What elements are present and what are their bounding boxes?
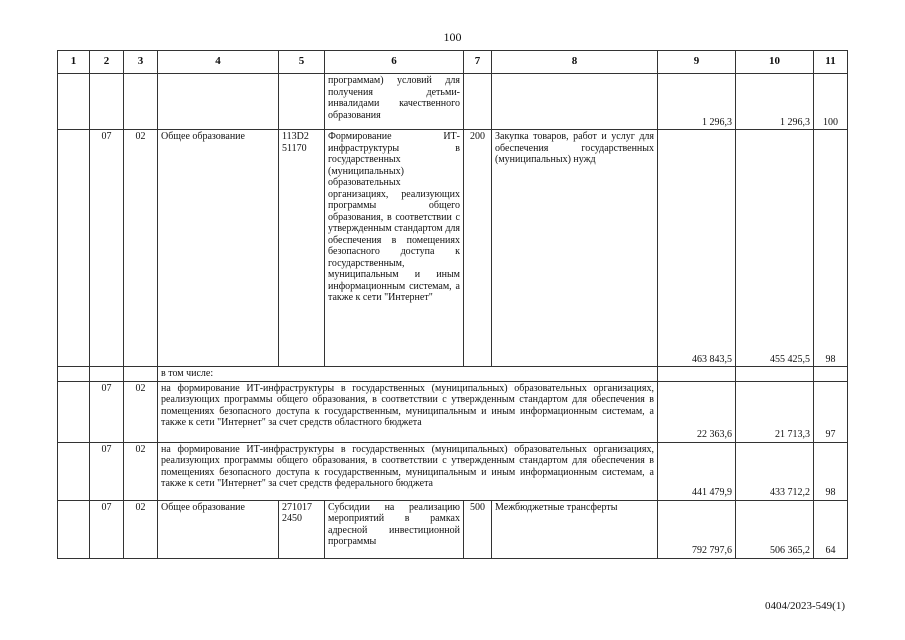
cell-subsection: 02 xyxy=(124,381,158,442)
cell-fact: 1 296,3 xyxy=(736,74,814,130)
cell-plan: 1 296,3 xyxy=(658,74,736,130)
cell xyxy=(58,442,90,500)
cell-code: 271017 2450 xyxy=(279,500,325,558)
cell-percent: 100 xyxy=(814,74,848,130)
cell-including-label: в том числе: xyxy=(158,367,658,382)
col-header-9: 9 xyxy=(658,51,736,74)
cell-percent: 64 xyxy=(814,500,848,558)
cell-percent: 98 xyxy=(814,442,848,500)
cell-description: на формирование ИТ-инфраструктуры в государственных (муниципальных) образовательных организациях, реализующих программы общего образования, в соответствии с утвержденным стандартом для обеспечения в помещениях безопасного доступа к государственным, муниципальным и иным информационным системам, а также к сети "Интернет" за счет средств областного бюджета xyxy=(158,381,658,442)
cell-percent: 97 xyxy=(814,381,848,442)
budget-table xyxy=(57,50,848,559)
col-header-3: 3 xyxy=(124,51,158,74)
col-header-5: 5 xyxy=(279,51,325,74)
table-row xyxy=(58,381,848,442)
cell-name: Общее образование xyxy=(158,130,279,367)
table-row xyxy=(58,442,848,500)
document-id: 0404/2023-549(1) xyxy=(764,600,845,612)
cell-description: Формирование ИТ-инфраструктуры в государственных (муниципальных) образовательных организациях, реализующих программы общего образования, в соответствии с утвержденным стандартом для обеспечения в помещениях безопасного доступа к государственным, муниципальным и иным информационным системам, а также к сети "Интернет" xyxy=(325,130,464,367)
cell-subsection: 02 xyxy=(124,500,158,558)
cell xyxy=(814,367,848,382)
cell xyxy=(736,367,814,382)
cell xyxy=(90,74,124,130)
cell-plan: 441 479,9 xyxy=(658,442,736,500)
cell xyxy=(279,74,325,130)
cell-code: 113D2 51170 xyxy=(279,130,325,367)
cell-fact: 433 712,2 xyxy=(736,442,814,500)
cell-fact: 506 365,2 xyxy=(736,500,814,558)
cell-description: программам) условий для получения детьми-инвалидами качественного образования xyxy=(325,74,464,130)
col-header-6: 6 xyxy=(325,51,464,74)
cell-expense-name: Межбюджетные трансферты xyxy=(492,500,658,558)
cell-plan: 22 363,6 xyxy=(658,381,736,442)
table-row xyxy=(58,130,848,367)
cell xyxy=(90,367,124,382)
col-header-8: 8 xyxy=(492,51,658,74)
cell xyxy=(58,367,90,382)
table-row xyxy=(58,500,848,558)
cell-expense-type: 200 xyxy=(464,130,492,367)
table-row xyxy=(58,367,848,382)
page-number: 100 xyxy=(443,30,462,44)
cell-subsection: 02 xyxy=(124,442,158,500)
cell xyxy=(464,74,492,130)
col-header-2: 2 xyxy=(90,51,124,74)
cell-name: Общее образование xyxy=(158,500,279,558)
col-header-10: 10 xyxy=(736,51,814,74)
cell xyxy=(58,74,90,130)
cell-section: 07 xyxy=(90,500,124,558)
cell xyxy=(658,367,736,382)
cell xyxy=(58,381,90,442)
col-header-11: 11 xyxy=(814,51,848,74)
cell xyxy=(58,130,90,367)
cell-plan: 463 843,5 xyxy=(658,130,736,367)
cell-plan: 792 797,6 xyxy=(658,500,736,558)
cell-section: 07 xyxy=(90,381,124,442)
cell xyxy=(158,74,279,130)
cell xyxy=(58,500,90,558)
cell-expense-name: Закупка товаров, работ и услуг для обеспечения государственных (муниципальных) нужд xyxy=(492,130,658,367)
header-row xyxy=(58,51,848,74)
table-row xyxy=(58,74,848,130)
cell-subsection: 02 xyxy=(124,130,158,367)
cell-percent: 98 xyxy=(814,130,848,367)
cell-section: 07 xyxy=(90,442,124,500)
col-header-1: 1 xyxy=(58,51,90,74)
cell-description: на формирование ИТ-инфраструктуры в государственных (муниципальных) образовательных организациях, реализующих программы общего образования, в соответствии с утвержденным стандартом для обеспечения в помещениях безопасного доступа к государственным, муниципальным и иным информационным системам, а также к сети "Интернет" за счет средств федерального бюджета xyxy=(158,442,658,500)
cell-fact: 455 425,5 xyxy=(736,130,814,367)
cell xyxy=(492,74,658,130)
col-header-4: 4 xyxy=(158,51,279,74)
cell-expense-type: 500 xyxy=(464,500,492,558)
cell-description: Субсидии на реализацию мероприятий в рамках адресной инвестиционной программы xyxy=(325,500,464,558)
cell xyxy=(124,367,158,382)
col-header-7: 7 xyxy=(464,51,492,74)
cell xyxy=(124,74,158,130)
cell-section: 07 xyxy=(90,130,124,367)
cell-fact: 21 713,3 xyxy=(736,381,814,442)
